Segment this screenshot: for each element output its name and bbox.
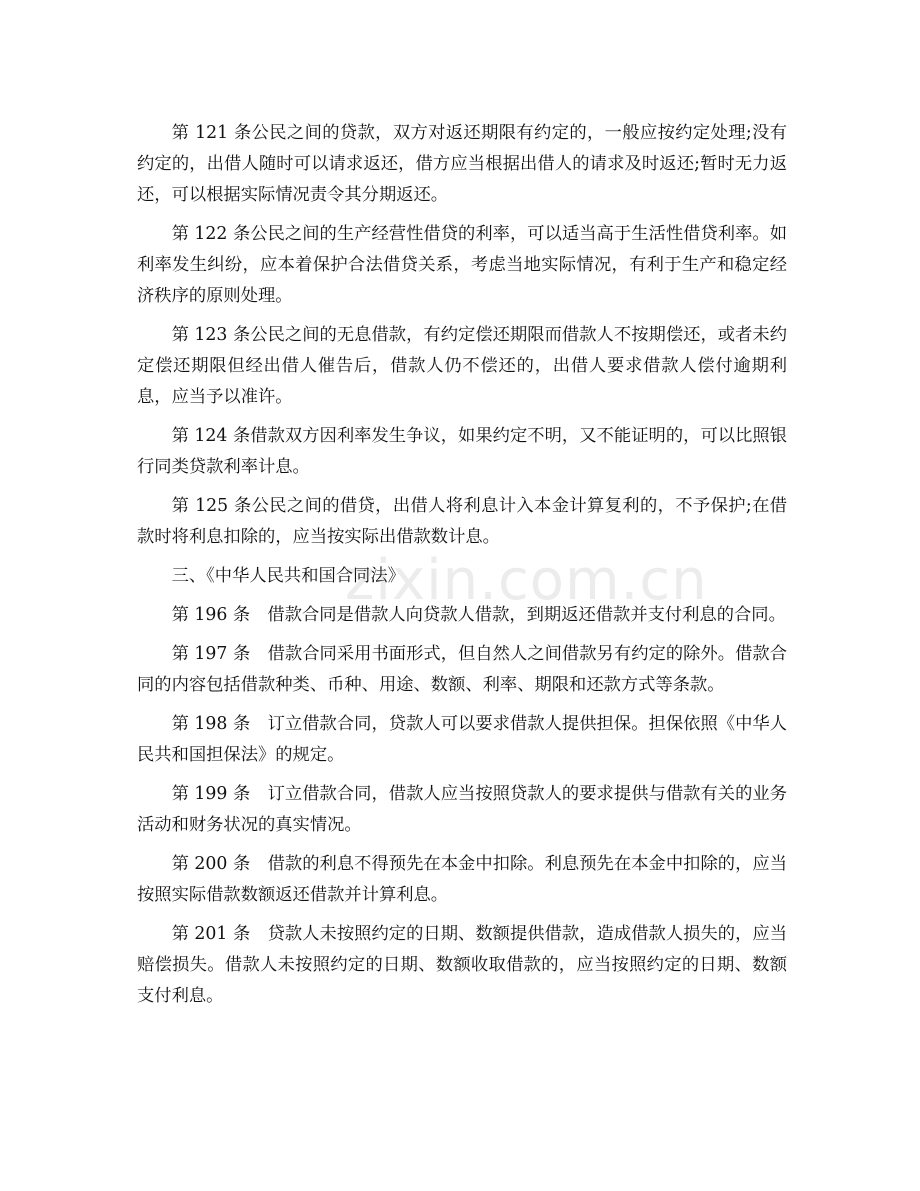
paragraph-article-197: 第 197 条 借款合同采用书面形式，但自然人之间借款另有约定的除外。借款合同的内容包括借款种类、币种、用途、数额、利率、期限和还款方式等条款。 — [137, 644, 787, 695]
paragraph-article-198: 第 198 条 订立借款合同，贷款人可以要求借款人提供担保。担保依照《中华人民共和国担保法》的规定。 — [137, 714, 787, 765]
paragraph-article-196: 第 196 条 借款合同是借款人向贷款人借款，到期返还借款并支付利息的合同。 — [171, 605, 786, 625]
paragraph-article-122: 第 122 条公民之间的生产经营性借贷的利率，可以适当高于生活性借贷利率。如利率发生纠纷，应本着保护合法借贷关系，考虑当地实际情况，有利于生产和稳定经济秩序的原则处理。 — [137, 224, 787, 306]
paragraph-article-201: 第 201 条 贷款人未按照约定的日期、数额提供借款，造成借款人损失的，应当赔偿损失。借款人未按照约定的日期、数额收取借款的，应当按照约定的日期、数额支付利息。 — [137, 924, 787, 1006]
paragraph-article-200: 第 200 条 借款的利息不得预先在本金中扣除。利息预先在本金中扣除的，应当按照实际借款数额返还借款并计算利息。 — [137, 854, 787, 905]
watermark: zixin.com.cn — [345, 548, 708, 613]
section-heading-contract-law: 三、《中华人民共和国合同法》 — [171, 566, 405, 586]
paragraph-article-124: 第 124 条借款双方因利率发生争议，如果约定不明，又不能证明的，可以比照银行同类贷款利率计息。 — [137, 426, 787, 477]
paragraph-article-199: 第 199 条 订立借款合同，借款人应当按照贷款人的要求提供与借款有关的业务活动和财务状况的真实情况。 — [137, 784, 787, 835]
paragraph-article-125: 第 125 条公民之间的借贷，出借人将利息计入本金计算复利的，不予保护;在借款时将利息扣除的，应当按实际出借款数计息。 — [137, 496, 787, 547]
paragraph-article-123: 第 123 条公民之间的无息借款，有约定偿还期限而借款人不按期偿还，或者未约定偿还期限但经出借人催告后，借款人仍不偿还的，出借人要求借款人偿付逾期利息，应当予以准许。 — [137, 325, 787, 407]
paragraph-article-121: 第 121 条公民之间的贷款，双方对返还期限有约定的，一般应按约定处理;没有约定的，出借人随时可以请求返还，借方应当根据出借人的请求及时返还;暂时无力返还，可以根据实际情况责令其分期返还。 — [137, 123, 787, 205]
